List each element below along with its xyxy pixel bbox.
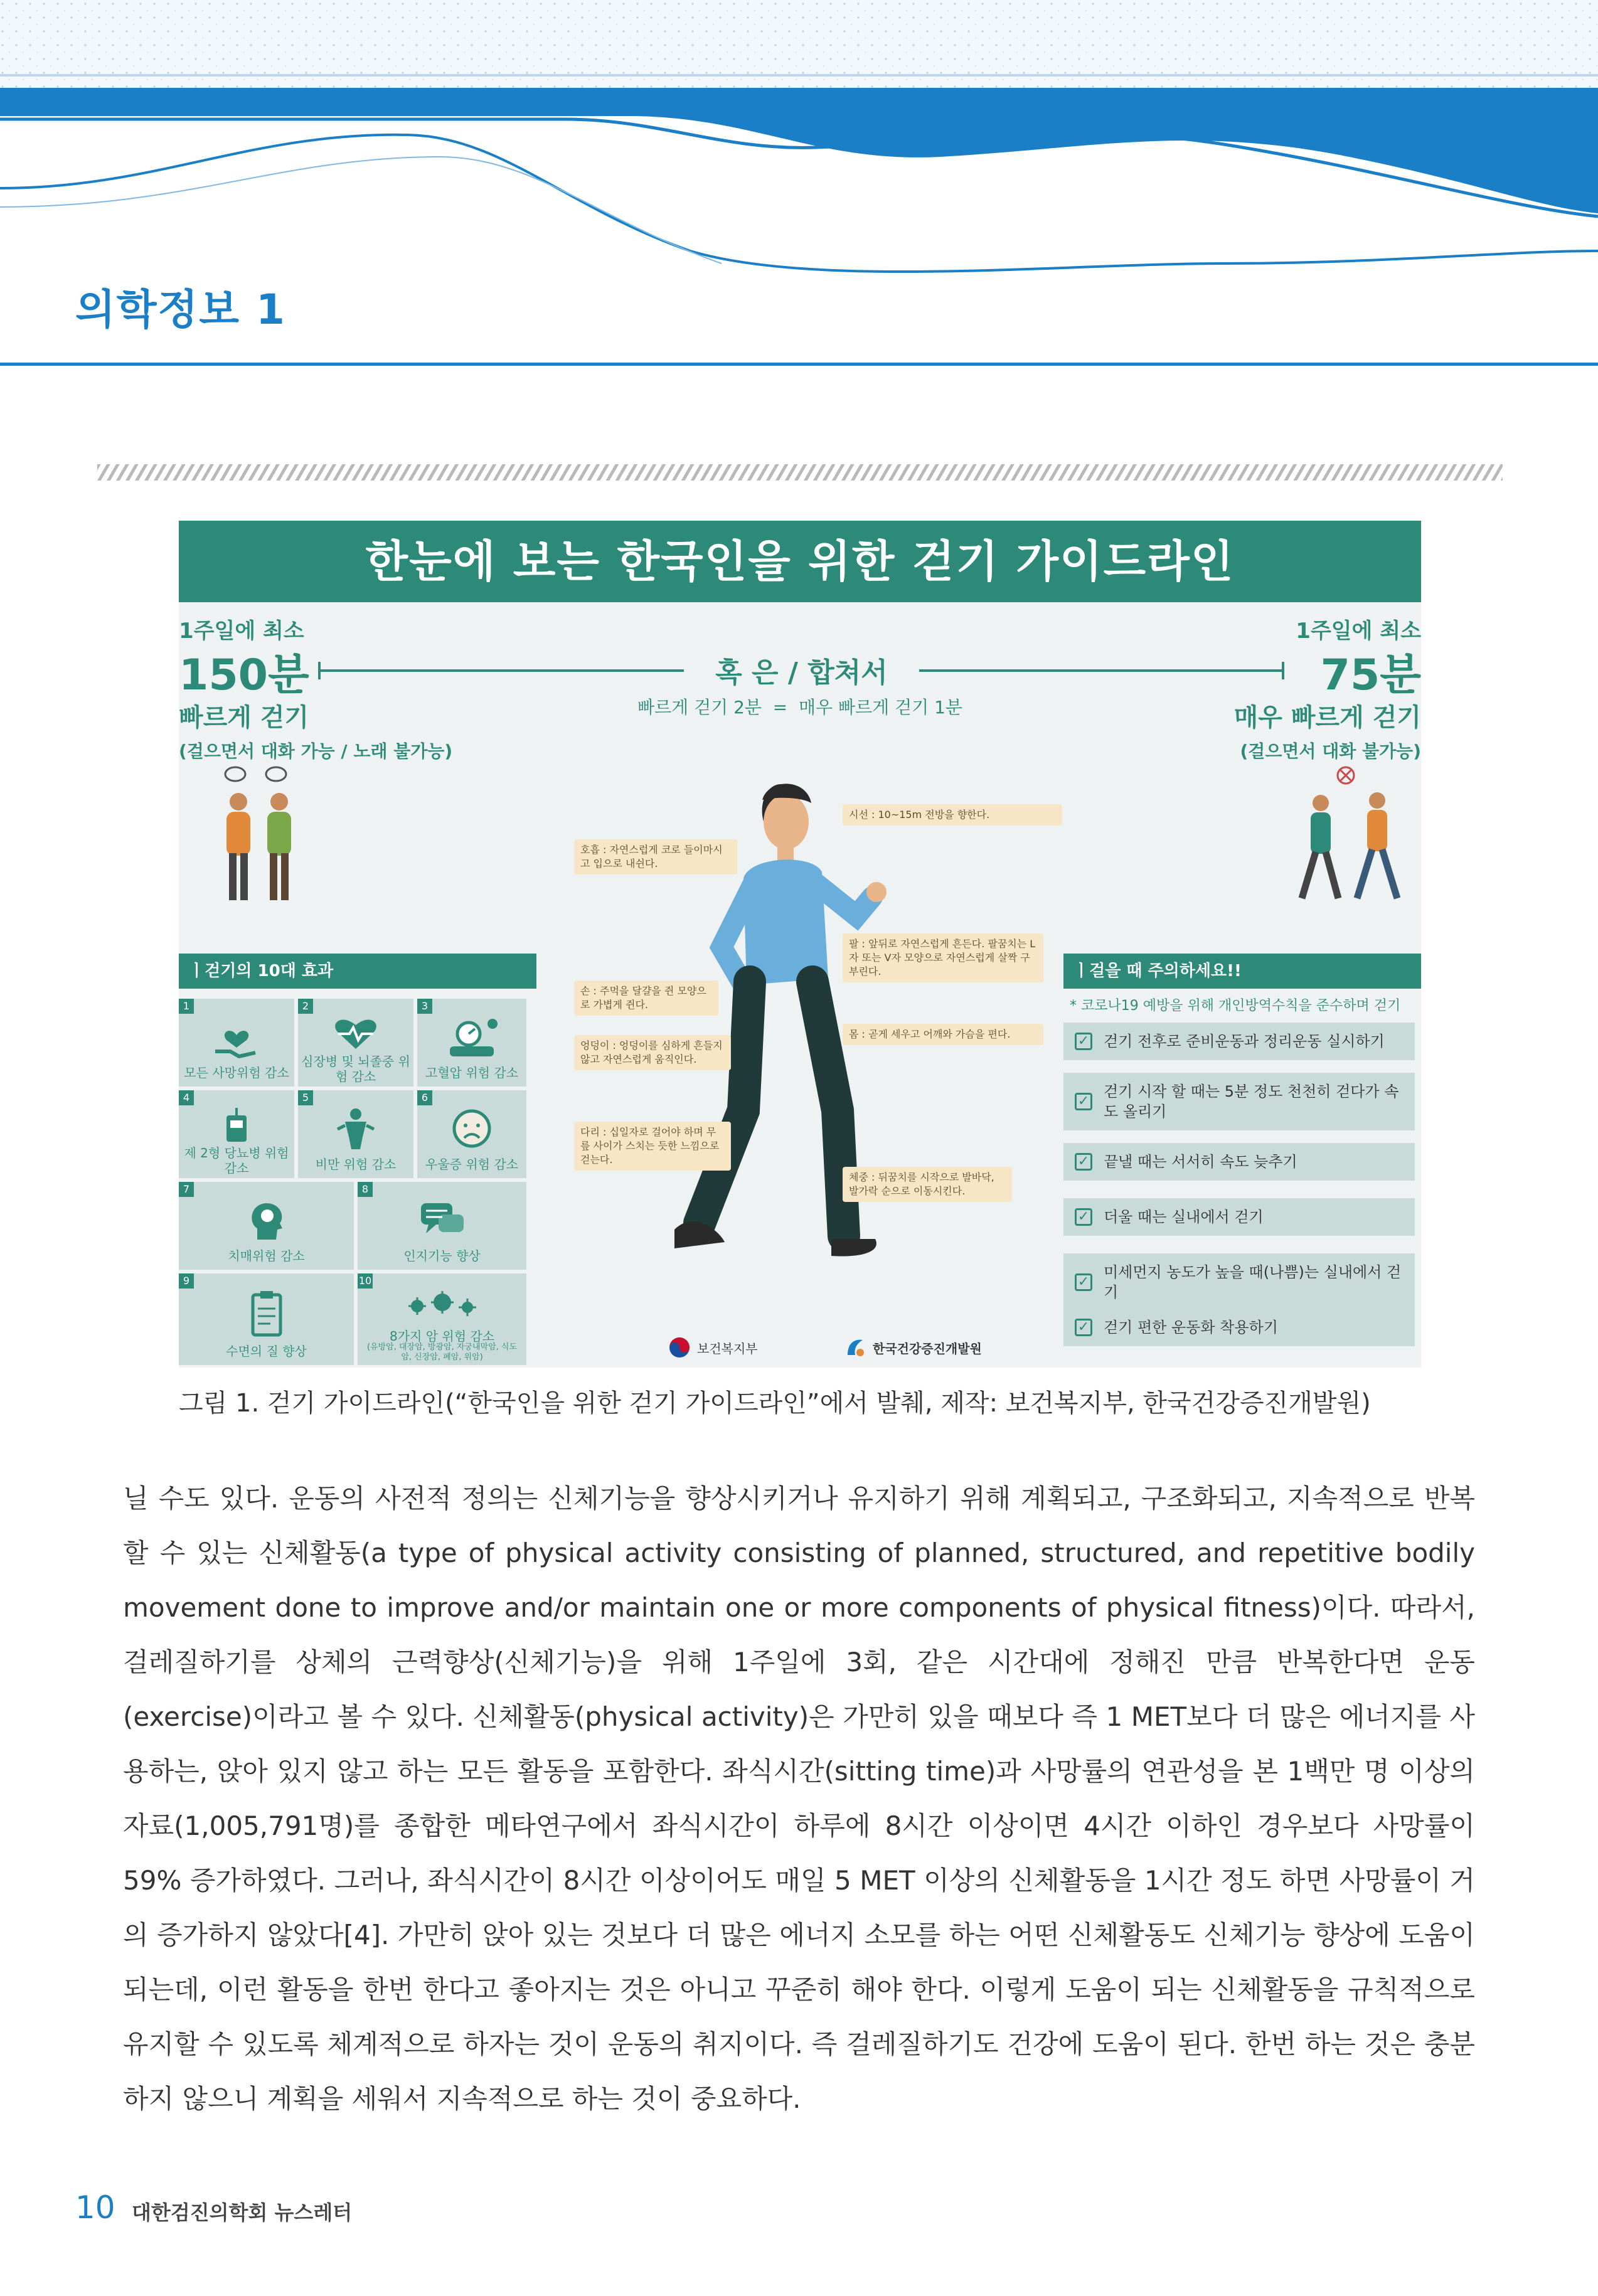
right-intensity: 매우 빠르게 걷기: [1233, 703, 1421, 732]
benefit-tile: 7 치매위험 감소: [179, 1182, 354, 1270]
connector-tick-left: [318, 662, 321, 679]
benefit-tile: 1 모든 사망위험 감소: [179, 999, 294, 1087]
benefit-tile: 3 고혈압 위험 감소: [417, 999, 526, 1087]
posture-note-arm: 팔 : 앞뒤로 자연스럽게 흔든다. 팔꿈치는 L자 또는 V자 모양으로 자연스럽게 살짝 구부린다.: [843, 933, 1043, 982]
hatched-divider: [97, 464, 1503, 481]
posture-note-hand: 손 : 주먹을 달걀을 쥔 모양으로 가볍게 쥔다.: [574, 981, 718, 1016]
connector-line-right: [919, 669, 1283, 672]
publication-name: 대한검진의학회 뉴스레터: [132, 2201, 353, 2224]
intensity-equation: 빠르게 걷기 2분 = 매우 빠르게 걷기 1분: [637, 697, 962, 718]
body-paragraph: 닐 수도 있다. 운동의 사전적 정의는 신체기능을 향상시키거나 유지하기 위해 계획되고, 구조화되고, 지속적으로 반복할 수 있는 신체활동(a type of physical activity consisting of planned, structured, and repetitive bodily movement done to improve and/or maintain one or more components of physical fitness)이다. 따라서, 걸레질하기를 상체의 근력향상(신체기능)을 위해 1주일에 3회, 같은 시간대에 정해진 만큼 반복한다면 운동(exercise)이라고 볼 수 있다. 신체활동(physical activity)은 가만히 있을 때보다 즉 1 MET보다 더 많은 에너지를 사용하는, 앉아 있지 않고 하는 모든 활동을 포함한다. 좌식시간(sitting time)과 사망률의 연관성을 본 1백만 명 이상의 자료(1,005,791명)를 종합한 메타연구에서 좌식시간이 하루에 8시간 이상이면 4시간 이하인 경우보다 사망률이 59% 증가하였다. 그러나, 좌식시간이 8시간 이상이어도 매일 5 MET 이상의 신체활동을 1시간 정도 하면 사망률이 거의 증가하지 않았다[4]. 가만히 앉아 있는 것보다 더 많은 에너지 소모를 하는 어떤 신체활동도 신체기능 향상에 도움이 되는데, 이런 활동을 한번 한다고 좋아지는 것은 아니고 꾸준히 해야 한다. 이렇게 도움이 되는 신체활동을 규칙적으로 유지할 수 있도록 체계적으로 하자는 것이 운동의 취지이다. 즉 걸레질하기도 건강에 도움이 된다. 한번 하는 것은 충분하지 않으니 계획을 세워서 지속적으로 하는 것이 중요하다.: [123, 1483, 1475, 2114]
body-weight-icon: [334, 1107, 378, 1151]
header-wave-decoration: [0, 0, 1598, 276]
benefit-tile: 4 제 2형 당뇨병 위험 감소: [179, 1090, 294, 1178]
posture-note-breath: 호흡 : 자연스럽게 코로 들이마시고 입으로 내쉰다.: [574, 839, 737, 874]
sad-face-icon: [450, 1107, 494, 1151]
brisk-walkers-illustration: [1283, 765, 1415, 910]
checkbox-icon: ✓: [1075, 1319, 1092, 1336]
posture-note-torso: 몸 : 곧게 세우고 어깨와 가슴을 편다.: [843, 1024, 1043, 1045]
right-minutes: 75분: [1320, 651, 1421, 700]
institute-emblem-icon: [844, 1336, 866, 1359]
benefit-tile: 10 8가지 암 위험 감소 (유방암, 대장암, 방광암, 자궁내막암, 식도암, 신장암, 폐암, 위암): [358, 1273, 526, 1365]
walking-guideline-infographic: [179, 521, 1421, 1368]
checkbox-icon: ✓: [1075, 1093, 1092, 1110]
benefit-tile: 5 비만 위험 감소: [298, 1090, 413, 1178]
left-note: (걸으면서 대화 가능 / 노래 불가능): [179, 741, 453, 762]
glucose-icon: [218, 1107, 255, 1144]
taegeuk-icon: [668, 1336, 691, 1359]
left-frequency: 1주일에 최소: [179, 619, 304, 644]
virus-icon: [405, 1290, 480, 1321]
hand-heart-icon: [211, 1015, 262, 1059]
caution-item: ✓ 걷기 전후로 준비운동과 정리운동 실시하기: [1063, 1023, 1415, 1060]
posture-note-gaze: 시선 : 10~15m 전방을 향한다.: [843, 804, 1062, 826]
benefit-tile: 2 심장병 및 뇌졸중 위험 감소: [298, 999, 413, 1087]
connector-tick-right: [1282, 662, 1284, 679]
caution-item: ✓ 더울 때는 실내에서 걷기: [1063, 1198, 1415, 1236]
brain-head-icon: [245, 1198, 289, 1242]
right-frequency: 1주일에 최소: [1296, 619, 1421, 644]
institute-logo: 한국건강증진개발원: [844, 1336, 982, 1359]
checkbox-icon: ✓: [1075, 1033, 1092, 1050]
connector-line-left: [320, 669, 684, 672]
cautions-header: ㅣ걸을 때 주의하세요!!: [1063, 954, 1421, 989]
section-title: 의학정보 1: [75, 285, 286, 334]
speech-bubble-icon: [417, 1198, 467, 1242]
left-intensity: 빠르게 걷기: [179, 703, 309, 732]
or-together-label: 혹 은 / 합쳐서: [715, 657, 888, 689]
blood-pressure-icon: [444, 1015, 500, 1059]
checkbox-icon: ✓: [1075, 1153, 1092, 1171]
benefits-header: ㅣ걷기의 10대 효과: [179, 954, 536, 989]
left-minutes: 150분: [179, 651, 309, 700]
talking-walkers-illustration: [204, 765, 323, 910]
clipboard-icon: [248, 1290, 285, 1337]
caution-item: ✓ 끝낼 때는 서서히 속도 늦추기: [1063, 1143, 1415, 1181]
caution-item: ✓ 미세먼지 농도가 높을 때(나쁨)는 실내에서 걷기: [1063, 1253, 1415, 1311]
right-note: (걸으면서 대화 불가능): [1240, 741, 1421, 762]
benefit-tile: 6 우울증 위험 감소: [417, 1090, 526, 1178]
ministry-logo: 보건복지부: [668, 1336, 758, 1359]
checkbox-icon: ✓: [1075, 1273, 1092, 1291]
figure-caption: 그림 1. 걷기 가이드라인(“한국인을 위한 걷기 가이드라인”에서 발췌, 제작: 보건복지부, 한국건강증진개발원): [179, 1389, 1371, 1418]
posture-note-weight: 체중 : 뒤꿈치를 시작으로 발바닥, 발가락 순으로 이동시킨다.: [843, 1167, 1012, 1202]
page-number: 10: [75, 2189, 115, 2226]
checkbox-icon: ✓: [1075, 1208, 1092, 1226]
cautions-subtitle: * 코로나19 예방을 위해 개인방역수칙을 준수하며 걷기: [1070, 998, 1401, 1014]
posture-note-pelvis: 엉덩이 : 엉덩이를 심하게 흔들지 않고 자연스럽게 움직인다.: [574, 1035, 731, 1070]
infographic-banner: 한눈에 보는 한국인을 위한 걷기 가이드라인: [179, 521, 1421, 602]
benefit-tile: 9 수면의 질 향상: [179, 1273, 354, 1365]
posture-note-leg: 다리 : 십일자로 걸어야 하며 무릎 사이가 스치는 듯한 느낌으로 걷는다.: [574, 1122, 731, 1171]
caution-item: ✓ 걷기 편한 운동화 착용하기: [1063, 1309, 1415, 1346]
heartbeat-icon: [331, 1015, 381, 1053]
benefit-tile: 8 인지기능 향상: [358, 1182, 526, 1270]
caution-item: ✓ 걷기 시작 할 때는 5분 정도 천천히 걷다가 속도 올리기: [1063, 1073, 1415, 1130]
section-divider: [0, 363, 1598, 366]
